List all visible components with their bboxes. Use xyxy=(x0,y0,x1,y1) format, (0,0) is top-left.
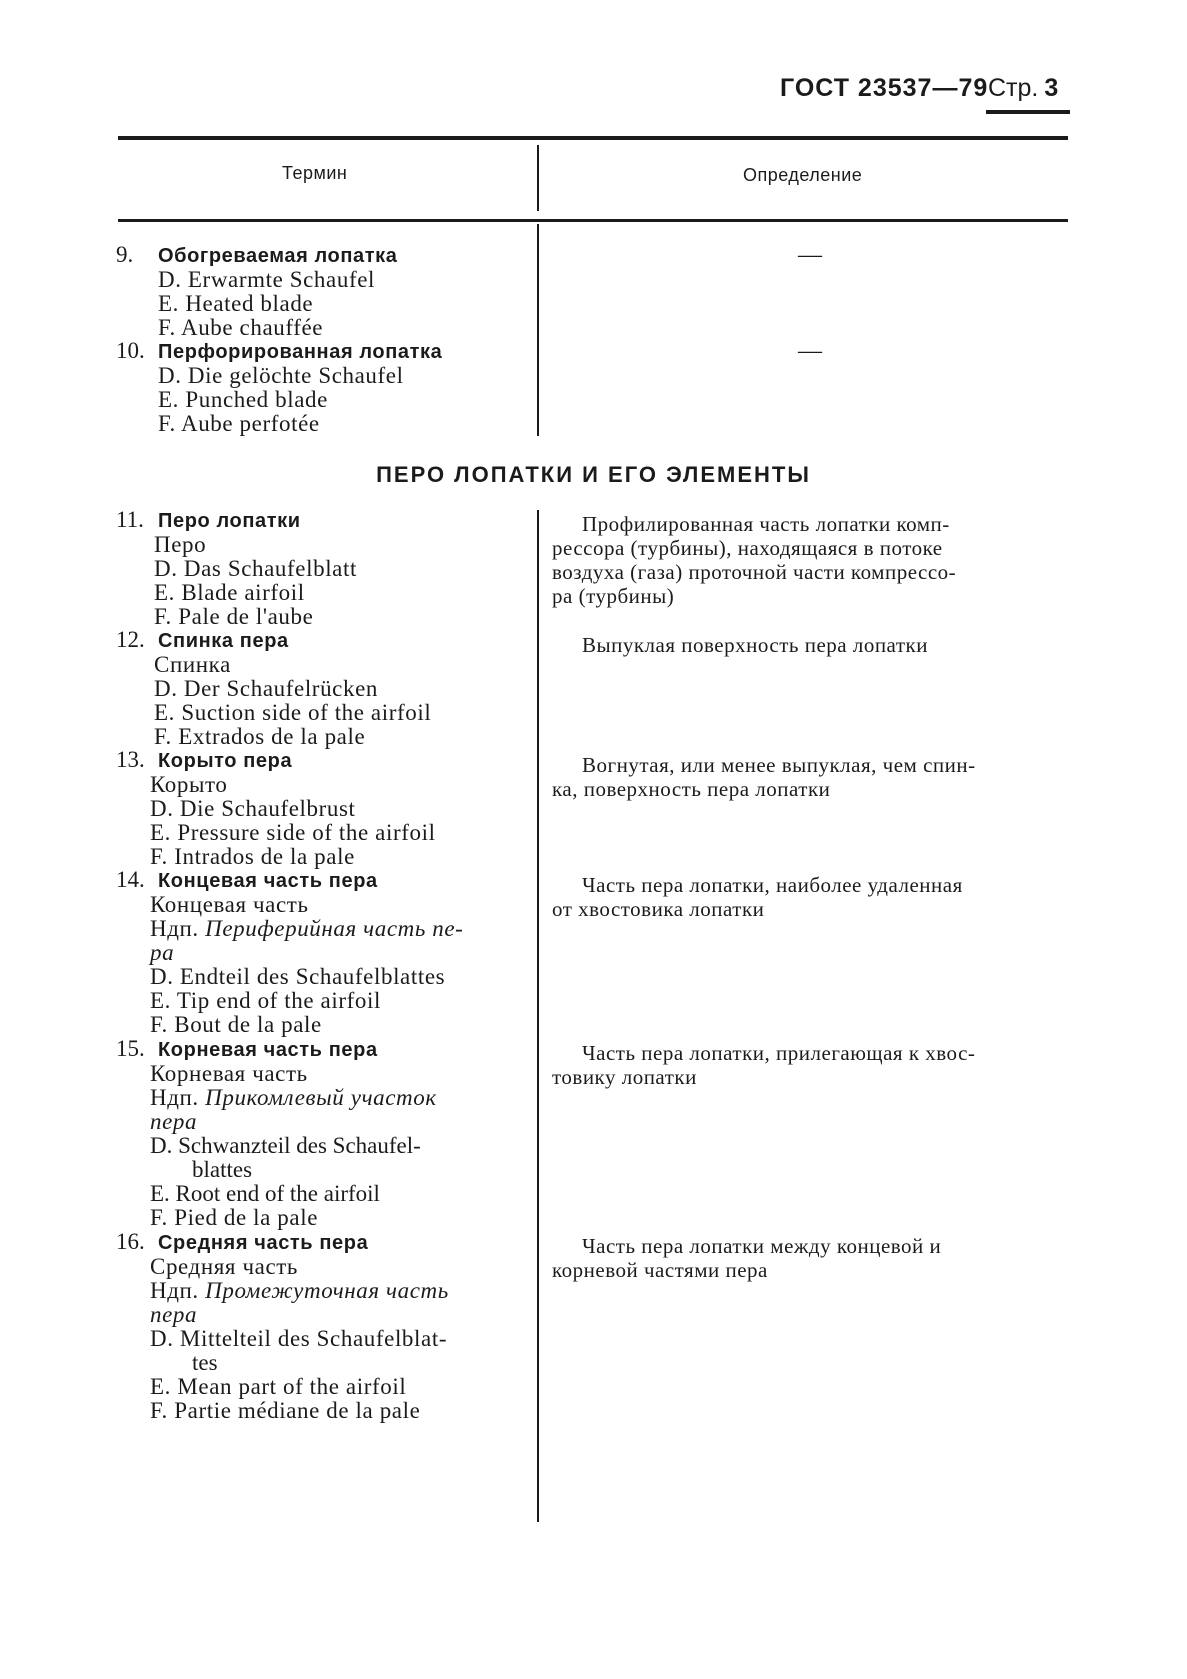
deprecated-term-cont: пера xyxy=(150,1109,198,1134)
term-german: D. Erwarmte Schaufel xyxy=(158,267,376,292)
term-french: F. Extrados de la pale xyxy=(154,724,366,749)
table-top-rule xyxy=(118,136,1068,140)
term-title: Средняя часть пера xyxy=(158,1232,369,1254)
definition-line: Профилированная часть лопатки комп- xyxy=(582,512,950,536)
definition-line: от хвостовика лопатки xyxy=(552,897,765,921)
term-german: D. Schwanzteil des Schaufel- xyxy=(150,1133,421,1158)
term-number: 13. xyxy=(116,747,145,772)
term-german: D. Das Schaufelblatt xyxy=(154,556,357,581)
term-german: D. Die gelöchte Schaufel xyxy=(158,363,404,388)
definition-line: Выпуклая поверхность пера лопатки xyxy=(582,633,928,657)
term-german: D. Die Schaufelbrust xyxy=(150,796,356,821)
term-english: E. Heated blade xyxy=(158,291,314,316)
deprecated-label: Ндп. xyxy=(150,916,199,941)
term-number: 14. xyxy=(116,867,145,892)
term-short: Концевая часть xyxy=(150,892,309,917)
term-title: Концевая часть пера xyxy=(158,870,378,892)
term-deprecated xyxy=(116,917,526,941)
definition-line: ра (турбины) xyxy=(552,584,675,608)
column-divider-lower xyxy=(537,510,539,1522)
term-number: 10. xyxy=(116,338,145,363)
page-number: 3 xyxy=(1044,74,1059,102)
term-german-cont: blattes xyxy=(192,1157,253,1182)
definition-13 xyxy=(552,753,1062,801)
definition-12 xyxy=(552,633,1062,657)
column-header-definition: Определение xyxy=(743,165,863,185)
term-german: D. Endteil des Schaufelblattes xyxy=(150,964,446,989)
term-entry-10 xyxy=(116,339,526,436)
page-label xyxy=(988,74,1058,103)
definition-dash-9: — xyxy=(798,242,822,268)
definition-line: воздуха (газа) проточной части компрессо- xyxy=(552,560,957,584)
term-entry-9 xyxy=(116,243,526,340)
term-french: F. Pied de la pale xyxy=(150,1205,319,1230)
header-underline xyxy=(986,110,1070,114)
term-title: Обогреваемая лопатка xyxy=(158,245,398,267)
term-french: F. Aube perfotée xyxy=(158,411,320,436)
term-deprecated xyxy=(116,1279,526,1303)
term-title: Перо лопатки xyxy=(158,510,301,532)
definition-16 xyxy=(552,1234,1062,1282)
running-header xyxy=(760,74,1068,114)
term-english: E. Tip end of the airfoil xyxy=(150,988,381,1013)
term-title: Перфорированная лопатка xyxy=(158,341,443,363)
definition-11 xyxy=(552,512,1062,608)
definition-line: корневой частями пера xyxy=(552,1258,768,1282)
term-french: F. Bout de la pale xyxy=(150,1012,322,1037)
deprecated-term-cont: пера xyxy=(150,1302,198,1327)
definition-line: Вогнутая, или менее выпуклая, чем спин- xyxy=(582,753,976,777)
definition-14 xyxy=(552,873,1062,921)
section-title: ПЕРО ЛОПАТКИ И ЕГО ЭЛЕМЕНТЫ xyxy=(376,462,811,487)
term-number: 11. xyxy=(116,507,144,532)
term-short: Средняя часть xyxy=(150,1254,298,1279)
term-german: D. Der Schaufelrücken xyxy=(154,676,378,701)
term-entry-14 xyxy=(116,868,526,1037)
term-short: Перо xyxy=(154,532,207,557)
standard-code: ГОСТ 23537—79 xyxy=(780,74,989,102)
column-divider-upper xyxy=(537,224,539,436)
definition-line: Часть пера лопатки между концевой и xyxy=(582,1234,942,1258)
deprecated-term-cont: ра xyxy=(150,940,175,965)
term-english: E. Punched blade xyxy=(158,387,328,412)
definition-line: ка, поверхность пера лопатки xyxy=(552,777,831,801)
term-french: F. Aube chauffée xyxy=(158,315,324,340)
term-german: D. Mittelteil des Schaufelblat- xyxy=(150,1326,448,1351)
deprecated-term: Периферийная часть пе- xyxy=(205,916,464,941)
term-french: F. Intrados de la pale xyxy=(150,844,355,869)
term-number: 16. xyxy=(116,1229,145,1254)
term-french: F. Partie médiane de la pale xyxy=(150,1398,421,1423)
term-short: Корневая часть xyxy=(150,1061,308,1086)
term-french: F. Pale de l'aube xyxy=(154,604,314,629)
term-entry-13 xyxy=(116,748,526,869)
term-short: Корыто xyxy=(150,772,228,797)
definition-line: рессора (турбины), находящаяся в потоке xyxy=(552,536,943,560)
definition-line: Часть пера лопатки, наиболее удаленная xyxy=(582,873,963,897)
column-header-term: Термин xyxy=(282,163,348,183)
definition-dash-10: — xyxy=(798,338,822,364)
definition-line: товику лопатки xyxy=(552,1065,697,1089)
term-title: Корыто пера xyxy=(158,750,293,772)
term-entry-11 xyxy=(116,508,526,629)
column-divider-header xyxy=(537,145,539,211)
term-deprecated xyxy=(116,1086,526,1110)
term-entry-12 xyxy=(116,628,526,749)
term-english: E. Mean part of the airfoil xyxy=(150,1374,407,1399)
table-header-rule xyxy=(118,219,1068,222)
term-number: 9. xyxy=(116,242,134,267)
term-entry-16 xyxy=(116,1230,526,1423)
term-german-cont: tes xyxy=(192,1350,218,1375)
page-label-text: Стр. xyxy=(988,74,1039,102)
term-title: Корневая часть пера xyxy=(158,1039,378,1061)
term-number: 12. xyxy=(116,627,145,652)
term-english: E. Blade airfoil xyxy=(154,580,305,605)
term-number: 15. xyxy=(116,1036,145,1061)
deprecated-term: Промежуточная часть xyxy=(205,1278,449,1303)
deprecated-term: Прикомлевый участок xyxy=(205,1085,437,1110)
definition-15 xyxy=(552,1041,1062,1089)
deprecated-label: Ндп. xyxy=(150,1278,199,1303)
term-title: Спинка пера xyxy=(158,630,289,652)
term-english: E. Root end of the airfoil xyxy=(150,1181,380,1206)
term-entry-15 xyxy=(116,1037,526,1230)
term-english: E. Suction side of the airfoil xyxy=(154,700,432,725)
term-english: E. Pressure side of the airfoil xyxy=(150,820,436,845)
definition-line: Часть пера лопатки, прилегающая к хвос- xyxy=(582,1041,976,1065)
deprecated-label: Ндп. xyxy=(150,1085,199,1110)
term-short: Спинка xyxy=(154,652,231,677)
